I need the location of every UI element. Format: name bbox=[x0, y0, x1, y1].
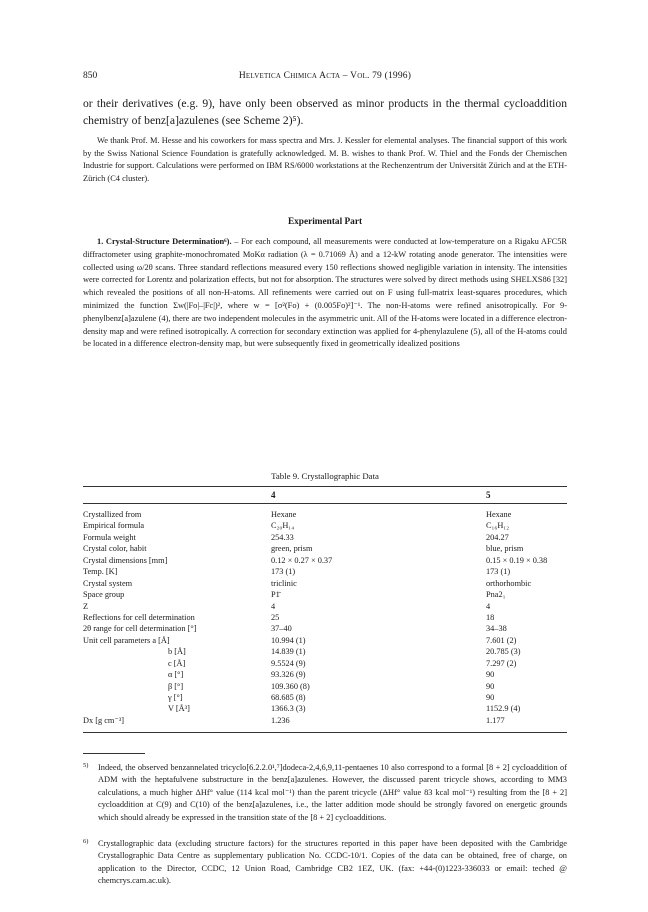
acknowledgment-paragraph: We thank Prof. M. Hesse and his coworkers for mass spectra and Mrs. J. Kessler for elemental analyses. The financial support of this work by the Swiss National Science Foundation is gratefully acknowledged. M. B. wishes to thank Prof. W. Thiel and the Fonds der Chemischen Industrie for support. Calculations were performed on IBM RS/6000 workstations at the Rechenzentrum der Universität Zürich and at the ETH-Zürich (C4 cluster). bbox=[83, 136, 567, 184]
column-header-compound-5: 5 bbox=[486, 490, 491, 500]
footnote-6 bbox=[83, 838, 567, 888]
cell-compound-4: 173 (1) bbox=[271, 567, 296, 577]
cell-compound-5: 4 bbox=[486, 601, 491, 611]
table-row bbox=[83, 555, 567, 566]
row-label: Dx [g cm⁻³] bbox=[83, 715, 124, 725]
row-label: α [°] bbox=[168, 670, 184, 680]
table-body bbox=[83, 504, 567, 732]
row-label: Crystal dimensions [mm] bbox=[83, 555, 168, 565]
cell-compound-5: 0.15 × 0.19 × 0.38 bbox=[486, 555, 548, 565]
table-row bbox=[83, 532, 567, 543]
cell-compound-5: 20.785 (3) bbox=[486, 647, 521, 657]
cell-compound-4: green, prism bbox=[271, 544, 313, 554]
row-label: Empirical formula bbox=[83, 521, 145, 531]
table-row bbox=[83, 658, 567, 669]
table-row bbox=[83, 509, 567, 520]
cell-compound-4: P1̄ bbox=[271, 590, 280, 600]
cell-compound-4: 68.685 (8) bbox=[271, 693, 306, 702]
cell-compound-4: 9.5524 (9) bbox=[271, 658, 306, 668]
row-label: Formula weight bbox=[83, 532, 136, 542]
cell-compound-5: 34–38 bbox=[486, 624, 507, 634]
row-label: 2θ range for cell determination [°] bbox=[83, 624, 197, 634]
table-row bbox=[83, 543, 567, 554]
column-header-compound-4: 4 bbox=[271, 490, 276, 500]
footnote-6-text: Crystallographic data (excluding structure factors) for the structures reported in this paper have been deposited with the Cambridge Crystallographic Data Centre as supplementary publication No. CCDC-10/1. Copies of the data can be obtained, free of charge, on application to the Director, CCDC, 12 Union Road, Cambridge CB2 1EZ, UK. (fax: +44-(0)1223-336033 or email: teched @ chemcrys.cam.ac.uk). bbox=[98, 839, 567, 886]
table-row bbox=[83, 623, 567, 634]
row-label: Crystal system bbox=[83, 578, 133, 588]
table-row bbox=[83, 692, 567, 703]
table-caption: Table 9. Crystallographic Data bbox=[271, 471, 379, 481]
footnote-5-marker: 5) bbox=[83, 762, 89, 769]
cell-compound-4: Hexane bbox=[271, 510, 297, 519]
cell-compound-4: 37–40 bbox=[271, 624, 292, 634]
cell-compound-5: blue, prism bbox=[486, 544, 524, 554]
cell-compound-4: 254.33 bbox=[271, 532, 294, 542]
cell-compound-4: 4 bbox=[271, 601, 276, 611]
cell-compound-5: Hexane bbox=[486, 510, 512, 519]
cell-compound-5: 1.177 bbox=[486, 715, 505, 725]
table-bottom-rule bbox=[83, 732, 567, 733]
row-label: Reflections for cell determination bbox=[83, 612, 195, 622]
row-label: Temp. [K] bbox=[83, 567, 118, 577]
cell-compound-4: 1.236 bbox=[271, 715, 290, 725]
cell-compound-4: 93.326 (9) bbox=[271, 670, 306, 680]
table-row bbox=[83, 578, 567, 589]
table-header-row bbox=[83, 487, 567, 503]
row-label: γ [°] bbox=[168, 693, 183, 702]
table-row bbox=[83, 703, 567, 714]
cell-compound-5: 7.601 (2) bbox=[486, 635, 517, 645]
page-number: 850 bbox=[83, 71, 98, 81]
cell-compound-5: 1152.9 (4) bbox=[486, 704, 521, 714]
cell-compound-5: 90 bbox=[486, 670, 495, 680]
cell-compound-5: C₁₆H₁₂ bbox=[486, 521, 510, 531]
cell-compound-4: C₂₀H₁₄ bbox=[271, 521, 295, 531]
cell-compound-4: 25 bbox=[271, 612, 280, 622]
cell-compound-5: 173 (1) bbox=[486, 567, 511, 577]
cell-compound-4: 10.994 (1) bbox=[271, 635, 306, 645]
footnote-5 bbox=[83, 762, 567, 824]
footnote-5-text: Indeed, the observed benzannelated tricyclo[6.2.2.0¹,⁷]dodeca-2,4,6,9,11-pentaenes 10 also correspond to a formal [8 + 2] cycloaddition of ADM with the heptafulvene substructure in the benz[a]azulenes. However, the discussed parent tricycle shows, according to MM3 calculations, a much higher ΔHf° value (114 kcal mol⁻¹) than the parent tricycle (ΔHf° value 83 kcal mol⁻¹) resulting from the [8 + 2] cycloaddition at C(9) and C(10) of the benz[a]azulenes, i.e., the latter addition mode should be strongly favored on energetic grounds which should already be expressed in the transition state of the [8 + 2] cycloadditions. bbox=[98, 763, 567, 822]
row-label: Crystal color, habit bbox=[83, 544, 147, 554]
row-label: Space group bbox=[83, 590, 125, 600]
table-row bbox=[83, 635, 567, 646]
table-row bbox=[83, 520, 567, 531]
table-row bbox=[83, 612, 567, 623]
footnote-separator bbox=[83, 753, 145, 754]
cell-compound-5: 18 bbox=[486, 612, 495, 622]
row-label: V [Å³] bbox=[168, 704, 190, 714]
page-header bbox=[83, 71, 567, 85]
row-label: b [Å] bbox=[168, 647, 186, 657]
cell-compound-4: 109.360 (8) bbox=[271, 681, 310, 691]
crystallographic-data-table bbox=[83, 486, 567, 733]
table-row bbox=[83, 669, 567, 680]
table-row bbox=[83, 715, 567, 726]
table-row bbox=[83, 566, 567, 577]
running-title: Helvetica Chimica Acta – Vol. 79 (1996) bbox=[238, 71, 412, 81]
cell-compound-4: 14.839 (1) bbox=[271, 647, 306, 657]
table-row bbox=[83, 589, 567, 600]
cell-compound-5: 90 bbox=[486, 681, 495, 691]
intro-paragraph: or their derivatives (e.g. 9), have only been observed as minor products in the thermal cycloaddition chemistry of benz[a]azulenes (see Scheme 2)⁵). bbox=[83, 97, 567, 127]
table-row bbox=[83, 681, 567, 692]
crystal-structure-paragraph bbox=[83, 236, 567, 351]
table-row bbox=[83, 646, 567, 657]
cell-compound-4: triclinic bbox=[271, 578, 297, 588]
cell-compound-5: orthorhombic bbox=[486, 578, 532, 588]
row-label: β [°] bbox=[168, 681, 184, 691]
row-label: c [Å] bbox=[168, 658, 186, 668]
cell-compound-5: 204.27 bbox=[486, 532, 509, 542]
cell-compound-4: 0.12 × 0.27 × 0.37 bbox=[271, 555, 333, 565]
crystal-structure-heading: 1. Crystal-Structure Determination⁶). bbox=[97, 237, 232, 246]
footnote-6-marker: 6) bbox=[83, 838, 89, 845]
row-label: Z bbox=[83, 601, 89, 611]
cell-compound-4: 1366.3 (3) bbox=[271, 704, 306, 714]
cell-compound-5: Pna2₁ bbox=[486, 590, 506, 600]
row-label: Crystallized from bbox=[83, 510, 142, 519]
cell-compound-5: 90 bbox=[486, 693, 495, 702]
crystal-structure-text: – For each compound, all measurements were conducted at low-temperature on a Rigaku AFC5R diffractometer using graphite-monochromated MoKα radiation (λ = 0.71069 Å) and a 12-kW rotating anode generator. The intensities were collected using ω/2θ scans. Three standard reflections measured every 150 reflections showed negligible variation in intensity. The intensities were corrected for Lorentz and polarization effects, but not for absorption. The structures were solved by direct methods using SHELXS86 [32] which revealed the positions of all non-H-atoms. All refinements were carried out on F using full-matrix least-squares procedures, which minimized the function Σw(|Fo|–|Fc|)², where w = [σ²(Fo) + (0.005Fo)²]⁻¹. The non-H-atoms were refined anisotropically. For 9-phenylbenz[a]azulene (4), there are two independent molecules in the asymmetric unit. All of the H-atoms were located in a difference electron-density map and were refined isotropically. A correction for secondary extinction was applied for 4-phenylazulene (5), all of the H-atoms could be located in a difference electron-density map, but were subsequently fixed in geometrically idealized positions bbox=[83, 237, 567, 349]
cell-compound-5: 7.297 (2) bbox=[486, 658, 517, 668]
table-row bbox=[83, 601, 567, 612]
row-label: Unit cell parameters a [Å] bbox=[83, 635, 170, 645]
experimental-part-heading: Experimental Part bbox=[287, 217, 363, 227]
